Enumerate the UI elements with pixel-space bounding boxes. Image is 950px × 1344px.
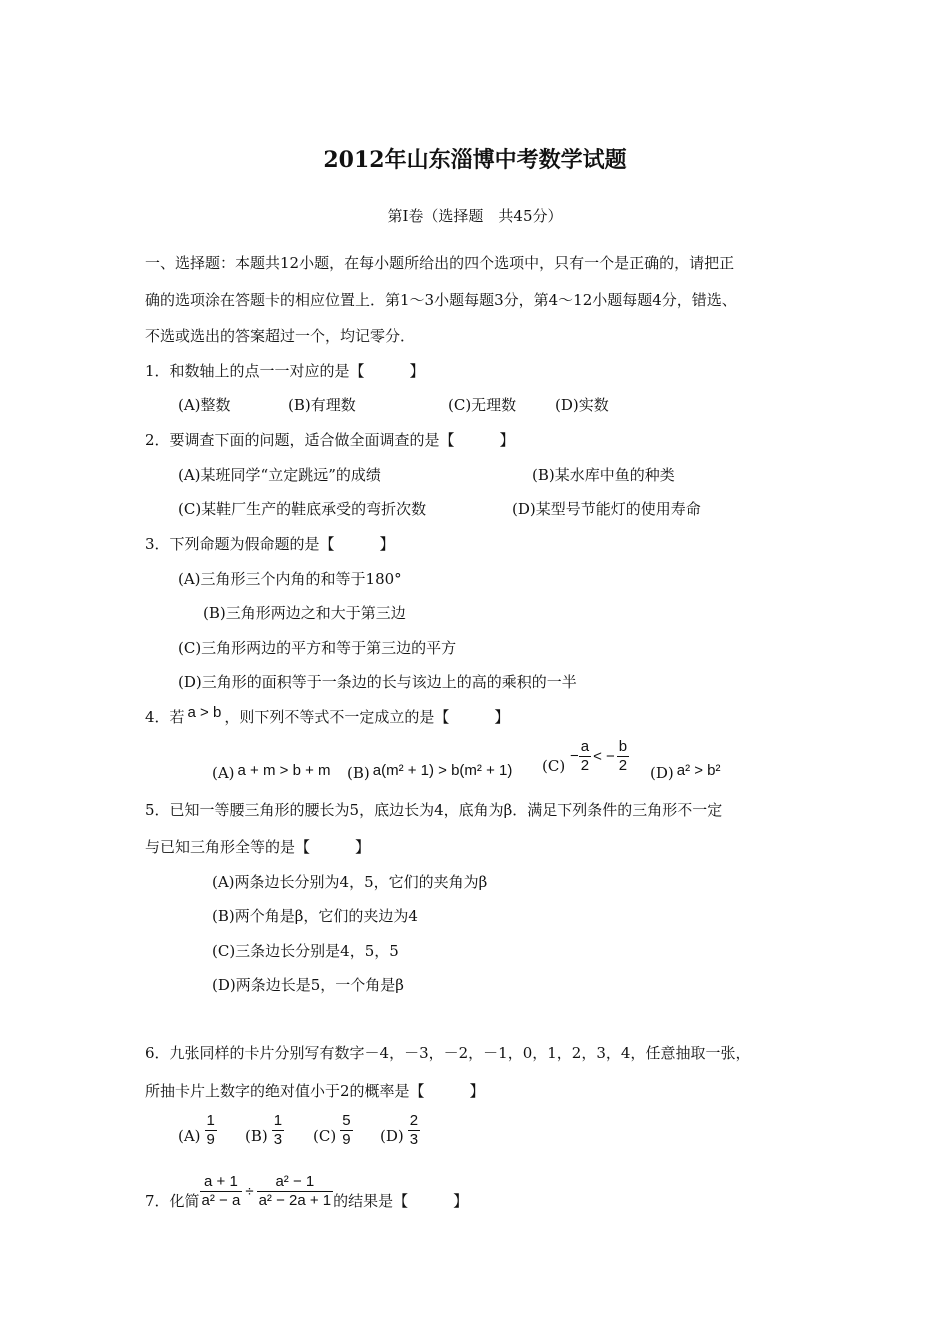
option-label: (B) xyxy=(245,1126,268,1145)
fraction: $\frac{2}{3}$ xyxy=(409,1112,419,1148)
fraction: $\frac{1}{9}$ xyxy=(206,1112,215,1148)
page-title: 2012年山东淄博中考数学试题 xyxy=(323,147,627,173)
question-1-stem: 1．和数轴上的点一一对应的是【 】 xyxy=(145,362,425,380)
question-5-option-c: (C)三条边长分别是4，5，5 xyxy=(212,942,399,960)
option-label: (A) xyxy=(212,764,235,782)
option-label: (B) xyxy=(347,764,370,782)
question-3-option-d: (D)三角形的面积等于一条边的长与该边上的高的乘积的一半 xyxy=(178,673,577,691)
question-2-option-b: (B)某水库中鱼的种类 xyxy=(532,466,675,484)
intro-line-1: 一、选择题：本题共12小题，在每小题所给出的四个选项中，只有一个是正确的，请把正 xyxy=(145,254,735,272)
question-6-option-a xyxy=(178,1112,217,1149)
question-4-option-d xyxy=(650,764,721,782)
section-subtitle: 第Ⅰ卷（选择题 共45分） xyxy=(387,207,563,225)
option-label: (D) xyxy=(650,764,674,782)
question-4-option-b xyxy=(347,764,512,782)
fraction-2: $\frac{\text{a² − 1}}{\text{a² − 2a + 1}}$ xyxy=(258,1173,332,1209)
option-math: a + m > b + m xyxy=(237,762,331,779)
question-5-option-a: (A)两条边长分别为4，5，它们的夹角为β xyxy=(212,873,488,891)
intro-line-2: 确的选项涂在答题卡的相应位置上．第1～3小题每题3分，第4～12小题每题4分，错选、 xyxy=(145,291,737,309)
question-7-prefix: 7．化简 xyxy=(145,1191,200,1210)
question-6-option-c xyxy=(313,1112,353,1149)
option-math: a² > b² xyxy=(676,762,721,779)
question-7-suffix: 的结果是【 】 xyxy=(333,1191,469,1210)
option-label: (C) xyxy=(313,1126,337,1145)
question-2-option-c: (C)某鞋厂生产的鞋底承受的弯折次数 xyxy=(178,500,427,518)
question-1-option-d: (D)实数 xyxy=(555,396,609,414)
fraction-b-over-2: $\frac{b}{2}$ xyxy=(618,738,628,774)
fraction: $\frac{1}{3}$ xyxy=(273,1112,283,1148)
question-4-stem-prefix: 4．若 xyxy=(145,708,185,726)
question-1-option-a: (A)整数 xyxy=(178,396,231,414)
question-1-option-b: (B)有理数 xyxy=(288,396,356,414)
question-5-stem-line-1: 5．已知一等腰三角形的腰长为5，底边长为4，底角为β．满足下列条件的三角形不一定 xyxy=(145,801,723,819)
question-4-option-a xyxy=(212,764,331,782)
question-2-stem: 2．要调查下面的问题，适合做全面调查的是【 】 xyxy=(145,431,515,449)
question-3-stem: 3．下列命题为假命题的是【 】 xyxy=(145,535,395,553)
question-4-stem-suffix: ，则下列不等式不一定成立的是【 】 xyxy=(224,708,510,726)
fraction-a-over-2: $\frac{a}{2}$ xyxy=(580,738,590,774)
question-4-condition: a > b xyxy=(187,704,222,721)
question-3-option-c: (C)三角形两边的平方和等于第三边的平方 xyxy=(178,639,457,657)
question-3-option-a: (A)三角形三个内角的和等于180° xyxy=(178,570,402,588)
question-4-option-c: (C) − $\frac{a}{2}$ < − $\frac{b}{2}$ xyxy=(542,738,628,775)
option-label: (C) xyxy=(542,756,566,775)
question-6-option-b xyxy=(245,1112,284,1149)
fraction: $\frac{5}{9}$ xyxy=(342,1112,351,1148)
question-6-stem-line-2: 所抽卡片上数字的绝对值小于2的概率是【 】 xyxy=(145,1082,485,1100)
question-2-option-d: (D)某型号节能灯的使用寿命 xyxy=(512,500,701,518)
question-5-option-b: (B)两个角是β，它们的夹边为4 xyxy=(212,907,418,925)
question-6-option-d xyxy=(380,1112,420,1149)
question-2-option-a: (A)某班同学“立定跳远”的成绩 xyxy=(178,466,381,484)
option-math: a(m² + 1) > b(m² + 1) xyxy=(372,762,513,779)
question-5-option-d: (D)两条边长是5，一个角是β xyxy=(212,976,404,994)
fraction-1: $\frac{a + 1}{\text{a² − a}}$ xyxy=(201,1173,241,1209)
question-4-stem xyxy=(145,706,509,727)
question-5-stem-line-2: 与已知三角形全等的是【 】 xyxy=(145,838,371,856)
question-7-stem xyxy=(145,1173,468,1210)
option-label: (A) xyxy=(178,1126,201,1145)
question-6-stem-line-1: 6．九张同样的卡片分别写有数字－4，－3，－2，－1，0，1，2，3，4，任意抽取一张， xyxy=(145,1044,751,1062)
question-1-option-c: (C)无理数 xyxy=(448,396,517,414)
division-sign: ÷ xyxy=(245,1182,254,1200)
question-3-option-b: (B)三角形两边之和大于第三边 xyxy=(203,604,406,622)
option-label: (D) xyxy=(380,1126,404,1145)
intro-line-3: 不选或选出的答案超过一个，均记零分． xyxy=(145,327,416,345)
